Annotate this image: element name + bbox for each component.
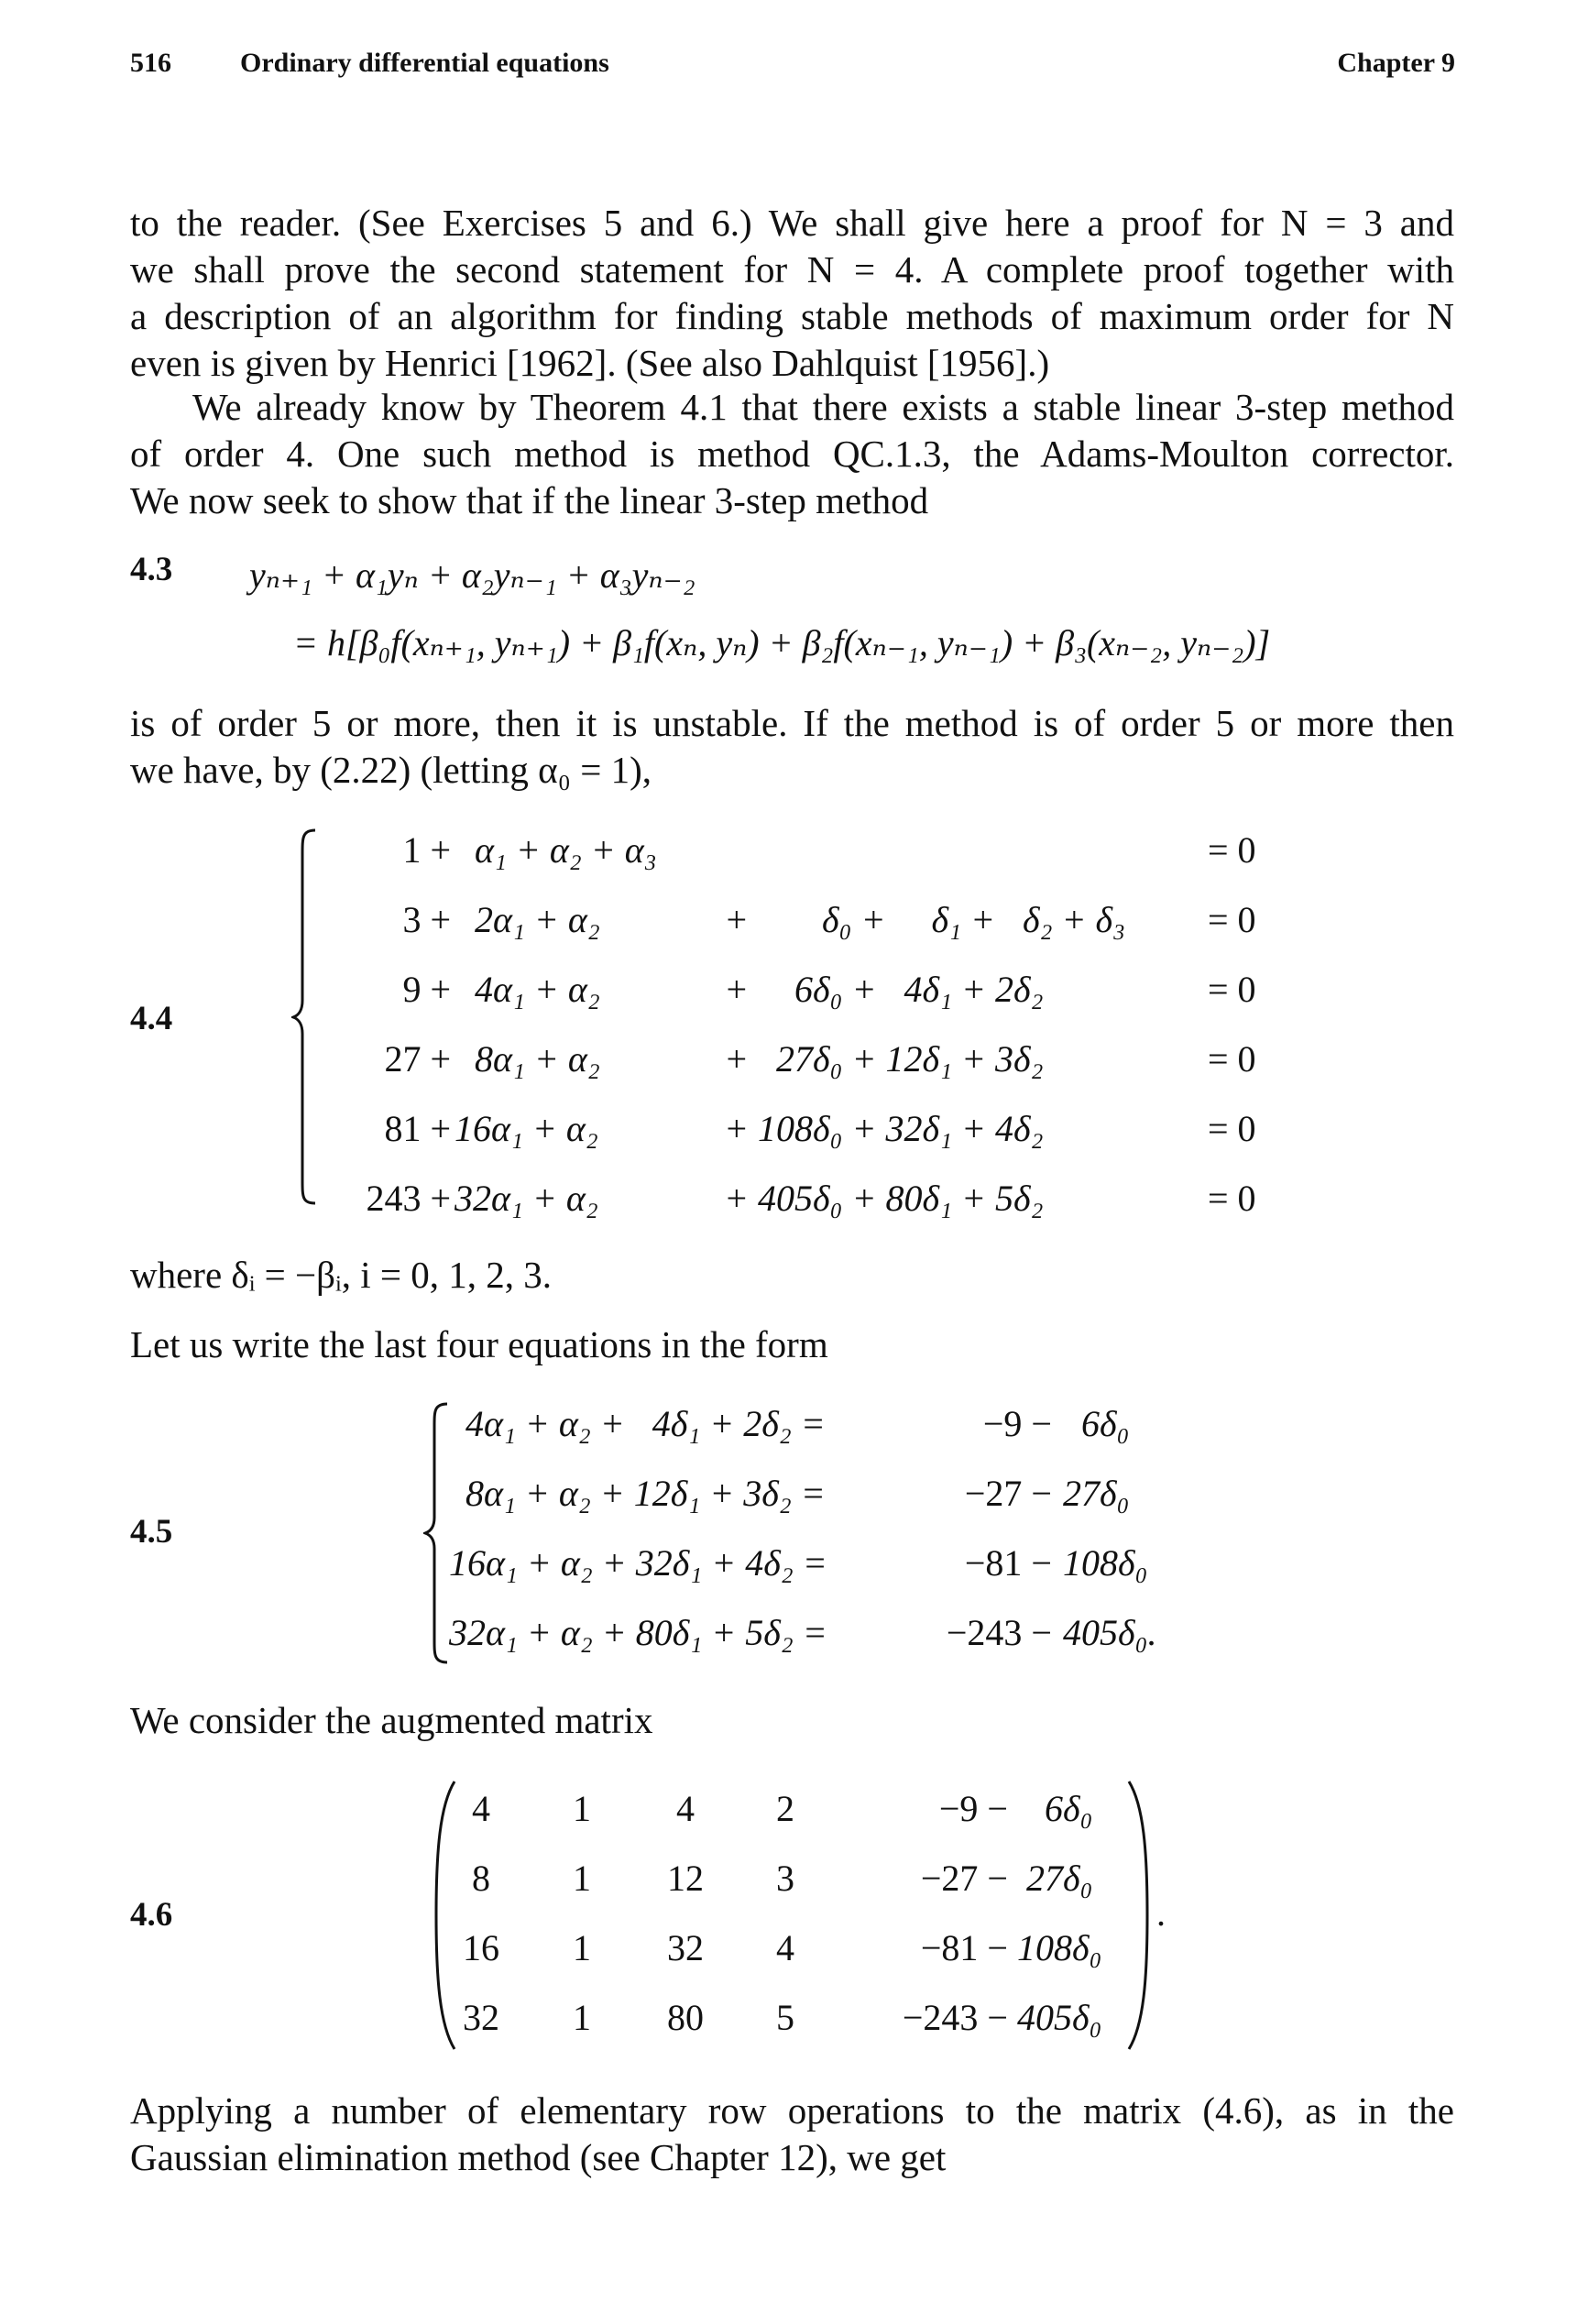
let-line (130, 1321, 1454, 1368)
paragraph-theorem (130, 384, 1454, 524)
matrix-cell: 1 (573, 1858, 591, 1899)
matrix-cell: 32 (463, 1997, 499, 2038)
eq-rhs: = 0 (1208, 829, 1256, 871)
matrix-cell: 12 (667, 1858, 704, 1899)
text-line: of order 4. One such method is method QC.1.3, the Adams-Moulton corrector. (130, 433, 1454, 475)
eq-rhs: = 0 (1208, 1178, 1256, 1219)
eq-rhs-delta: 27δ₀ (1063, 1473, 1130, 1514)
text-line: even is given by Henrici [1962]. (See also Dahlquist [1956].) (130, 342, 1050, 384)
matrix-cell: 16 (463, 1927, 499, 1968)
matrix-cell: 6δ₀ (1045, 1788, 1093, 1829)
left-matrix-paren (431, 1778, 458, 2053)
eq-delta-terms: + 27δ₀ + 12δ₁ + 3δ₂ (724, 1038, 1044, 1080)
eq-constant: 27 + (384, 1038, 451, 1080)
text-line: Applying a number of elementary row operations to the matrix (4.6), as in the (130, 2089, 1454, 2132)
eq-alpha-terms: α₁ + α₂ + α₃ (475, 829, 657, 871)
text-line: we shall prove the second statement for N = 4. A complete proof together with (130, 248, 1454, 290)
text-line: We consider the augmented matrix (130, 1699, 653, 1741)
matrix-cell: 4 (776, 1927, 794, 1968)
matrix-cell: 4 (676, 1788, 695, 1829)
paragraph-order (130, 700, 1454, 794)
eq-rhs-constant: −81 − (964, 1542, 1052, 1584)
eq-alpha-terms: 4α₁ + α₂ (475, 969, 600, 1010)
eq-constant: 1 + (402, 829, 451, 871)
paragraph-final (130, 2088, 1454, 2181)
text-line: We now seek to show that if the linear 3-step method (130, 479, 929, 521)
eq-alpha-terms: 32α₁ + α₂ (454, 1178, 598, 1219)
eq-rhs-delta: 6δ₀ (1081, 1403, 1130, 1444)
matrix-cell: 8 (472, 1858, 490, 1899)
matrix-cell: 1 (573, 1997, 591, 2038)
equation-label-4-5: 4.5 (130, 1513, 173, 1551)
matrix-cell: −27 − (920, 1858, 1008, 1899)
matrix-cell: 5 (776, 1997, 794, 2038)
matrix-cell: 27δ₀ (1026, 1858, 1093, 1899)
matrix-cell: 80 (667, 1997, 704, 2038)
eq-delta-terms: + 405δ₀ + 80δ₁ + 5δ₂ (724, 1178, 1044, 1219)
matrix-cell: 405δ₀ (1017, 1997, 1102, 2038)
matrix-cell: 2 (776, 1788, 794, 1829)
equation-label-4-3: 4.3 (130, 551, 173, 588)
eq-constant: 243 + (366, 1178, 451, 1219)
paragraph-intro (130, 200, 1454, 387)
text-line: we have, by (2.22) (letting α₀ = 1), (130, 749, 652, 791)
matrix-cell: 1 (573, 1927, 591, 1968)
chapter-label: Chapter 9 (1337, 48, 1455, 78)
matrix-cell: 4 (472, 1788, 490, 1829)
text-line: is of order 5 or more, then it is unstable. If the method is of order 5 or more then (130, 702, 1454, 744)
equation-label-4-4: 4.4 (130, 1000, 173, 1037)
running-title: Ordinary differential equations (240, 48, 609, 78)
eq-constant: 3 + (402, 899, 451, 940)
eq-alpha-terms: 8α₁ + α₂ (475, 1038, 600, 1080)
text-line: We already know by Theorem 4.1 that there exists a stable linear 3-step method (192, 386, 1454, 428)
matrix-cell: 32 (667, 1927, 704, 1968)
right-matrix-paren (1125, 1778, 1153, 2053)
eq-rhs-constant: −27 − (964, 1473, 1052, 1514)
eq-rhs: = 0 (1208, 1038, 1256, 1080)
eq-rhs-constant: −9 − (982, 1403, 1052, 1444)
eq-delta-terms: + δ₀ + δ₁ + δ₂ + δ₃ (724, 899, 1125, 940)
equation-4-3-line-1: yₙ₊₁ + α₁yₙ + α₂yₙ₋₁ + α₃yₙ₋₂ (249, 554, 695, 596)
eq-rhs-constant: −243 − (946, 1612, 1052, 1653)
text-line: Let us write the last four equations in the form (130, 1323, 828, 1365)
text-line: where δᵢ = −βᵢ, i = 0, 1, 2, 3. (130, 1254, 553, 1296)
eq-constant: 81 + (384, 1108, 451, 1149)
text-line: Gaussian elimination method (see Chapter 12), we get (130, 2136, 947, 2178)
eq-constant: 9 + (402, 969, 451, 1010)
matrix-trailing-period: . (1156, 1892, 1166, 1934)
page-number: 516 (130, 48, 171, 78)
eq-delta-terms: + 108δ₀ + 32δ₁ + 4δ₂ (724, 1108, 1044, 1149)
eq-alpha-terms: 2α₁ + α₂ (475, 899, 600, 940)
where-line (130, 1252, 1454, 1299)
consider-line (130, 1697, 1454, 1744)
eq-rhs: = 0 (1208, 969, 1256, 1010)
equation-label-4-6: 4.6 (130, 1896, 173, 1934)
eq-rhs-delta: 405δ₀. (1063, 1612, 1157, 1653)
text-line: a description of an algorithm for finding stable methods of maximum order for N (130, 295, 1454, 337)
matrix-cell: 108δ₀ (1017, 1927, 1102, 1968)
eq-rhs-delta: 108δ₀ (1063, 1542, 1148, 1584)
text-line: to the reader. (See Exercises 5 and 6.) We shall give here a proof for N = 3 and (130, 202, 1454, 244)
matrix-cell: 1 (573, 1788, 591, 1829)
matrix-cell: −81 − (920, 1927, 1008, 1968)
matrix-cell: 3 (776, 1858, 794, 1899)
eq-lhs: 16α₁ + α₂ + 32δ₁ + 4δ₂ = (449, 1542, 827, 1584)
eq-rhs: = 0 (1208, 1108, 1256, 1149)
equation-4-3-line-2: = h[β₀f(xₙ₊₁, yₙ₊₁) + β₁f(xₙ, yₙ) + β₂f(xₙ₋₁, yₙ₋₁) + β₃(xₙ₋₂, yₙ₋₂)] (293, 622, 1271, 663)
eq-delta-terms: + 6δ₀ + 4δ₁ + 2δ₂ (724, 969, 1044, 1010)
matrix-cell: −9 − (938, 1788, 1008, 1829)
eq-lhs: 8α₁ + α₂ + 12δ₁ + 3δ₂ = (465, 1473, 826, 1514)
matrix-cell: −243 − (902, 1997, 1008, 2038)
eq-rhs: = 0 (1208, 899, 1256, 940)
left-brace-4-4 (291, 827, 319, 1207)
left-brace-4-5 (423, 1400, 451, 1666)
eq-lhs: 32α₁ + α₂ + 80δ₁ + 5δ₂ = (449, 1612, 827, 1653)
eq-lhs: 4α₁ + α₂ + 4δ₁ + 2δ₂ = (465, 1403, 826, 1444)
eq-alpha-terms: 16α₁ + α₂ (454, 1108, 598, 1149)
